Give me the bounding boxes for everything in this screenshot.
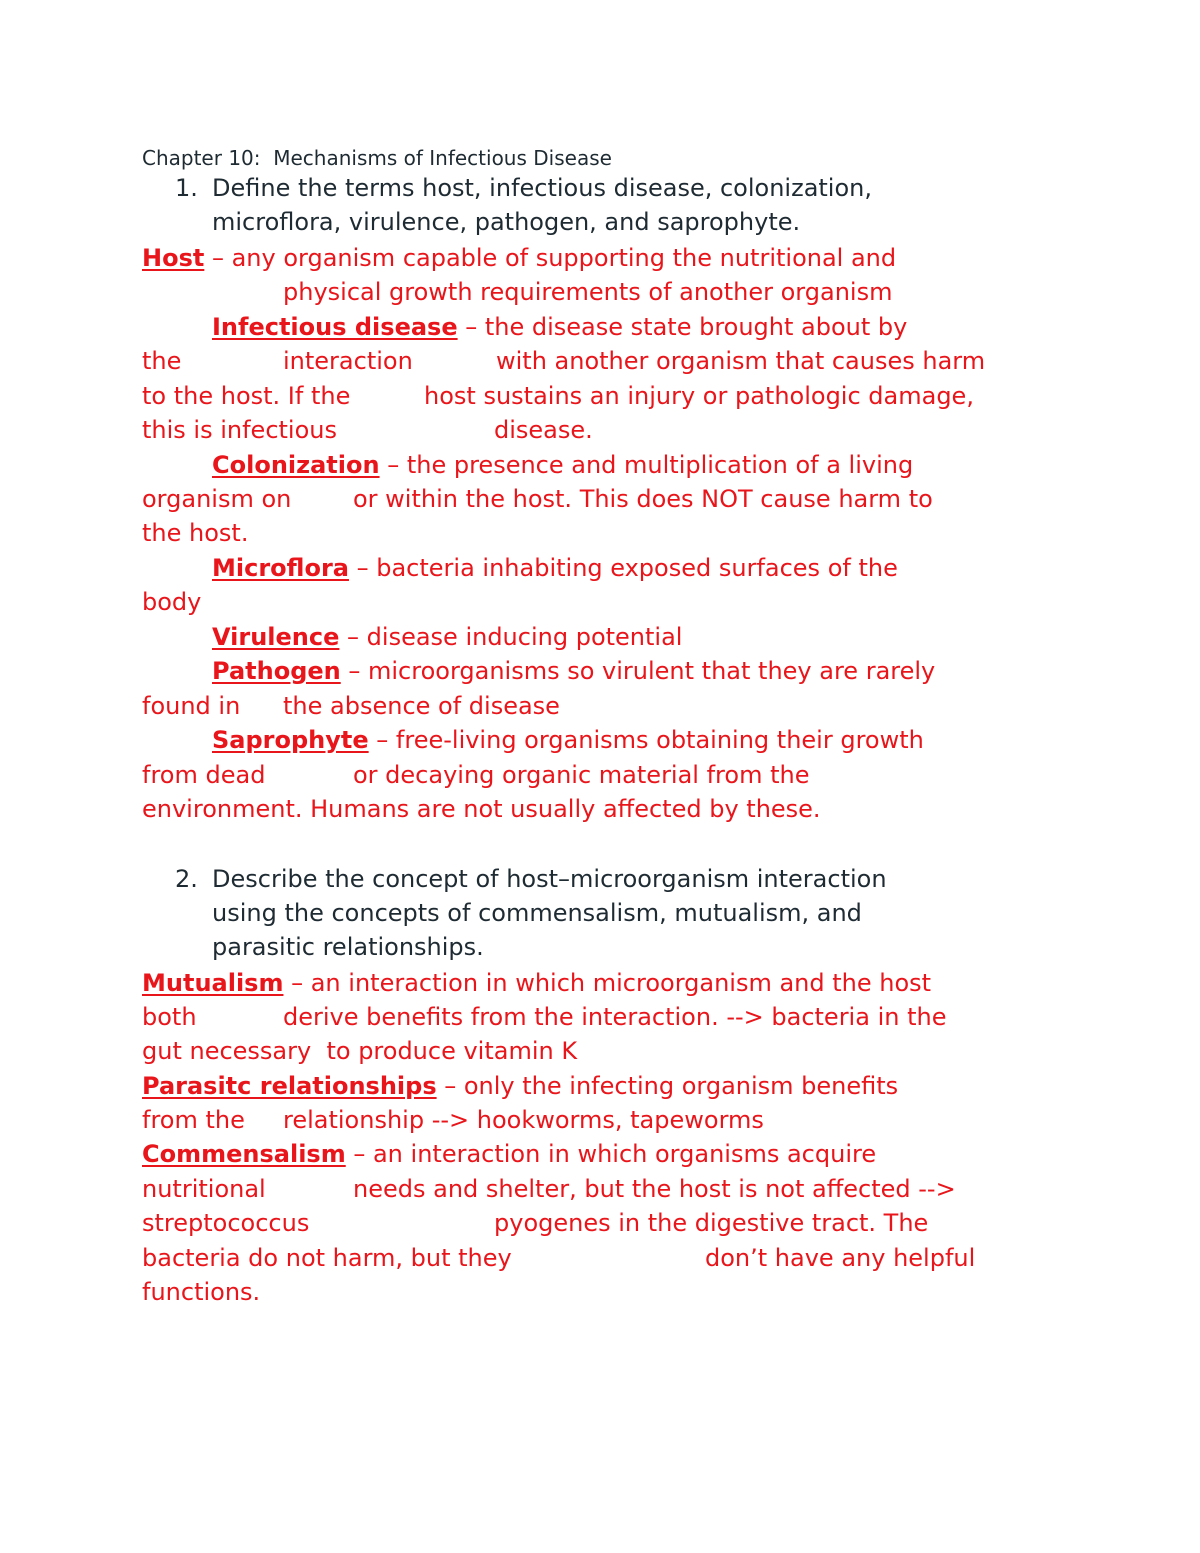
term-mutualism: Mutualism bbox=[142, 969, 284, 997]
definition-text: found in bbox=[142, 692, 241, 720]
definition-pathogen bbox=[212, 654, 935, 688]
question-2-line: parasitic relationships. bbox=[212, 933, 484, 961]
definition-text: or decaying organic material from the bbox=[353, 761, 810, 789]
definition-text: – only the infecting organism benefits bbox=[436, 1072, 899, 1100]
definition-text: derive benefits from the interaction. --> bacteria in the bbox=[283, 1003, 947, 1031]
definition-text: with another organism that causes harm bbox=[496, 347, 986, 375]
definition-text: from the bbox=[142, 1106, 245, 1134]
definition-text: host sustains an injury or pathologic damage, bbox=[424, 382, 974, 410]
definition-commensalism bbox=[142, 1137, 876, 1171]
definition-mutualism bbox=[142, 966, 931, 1000]
term-host: Host bbox=[142, 244, 205, 272]
question-2-number: 2. bbox=[175, 865, 198, 893]
definition-text: the bbox=[142, 347, 182, 375]
definition-text: needs and shelter, but the host is not affected --> bbox=[353, 1175, 956, 1203]
term-parasitic-relationships: Parasitc relationships bbox=[142, 1072, 437, 1100]
term-colonization: Colonization bbox=[212, 451, 380, 479]
term-virulence: Virulence bbox=[212, 623, 340, 651]
definition-text: this is infectious bbox=[142, 416, 337, 444]
definition-text: environment. Humans are not usually affected by these. bbox=[142, 795, 821, 823]
definition-text: gut necessary to produce vitamin K bbox=[142, 1037, 578, 1065]
definition-text: – bacteria inhabiting exposed surfaces of the bbox=[348, 554, 898, 582]
definition-text: – any organism capable of supporting the nutritional and bbox=[204, 244, 897, 272]
question-1-line: Define the terms host, infectious disease, colonization, bbox=[212, 174, 872, 202]
definition-text: to the host. If the bbox=[142, 382, 351, 410]
definition-text: – an interaction in which microorganism and the host bbox=[283, 969, 932, 997]
term-microflora: Microflora bbox=[212, 554, 349, 582]
definition-text: interaction bbox=[283, 347, 413, 375]
definition-text: disease. bbox=[494, 416, 593, 444]
definition-infectious-disease bbox=[212, 310, 907, 344]
definition-text: pyogenes in the digestive tract. The bbox=[494, 1209, 929, 1237]
definition-colonization bbox=[212, 448, 913, 482]
definition-text: – the disease state brought about by bbox=[457, 313, 908, 341]
definition-text: body bbox=[142, 588, 202, 616]
question-2-line: using the concepts of commensalism, mutualism, and bbox=[212, 899, 862, 927]
definition-text: physical growth requirements of another organism bbox=[283, 278, 893, 306]
definition-saprophyte bbox=[212, 723, 924, 757]
definition-text: bacteria do not harm, but they bbox=[142, 1244, 512, 1272]
definition-text: from dead bbox=[142, 761, 266, 789]
definition-host bbox=[142, 241, 896, 275]
term-saprophyte: Saprophyte bbox=[212, 726, 369, 754]
definition-parasitic bbox=[142, 1069, 898, 1103]
definition-text: functions. bbox=[142, 1278, 261, 1306]
term-pathogen: Pathogen bbox=[212, 657, 341, 685]
question-1-number: 1. bbox=[175, 174, 198, 202]
definition-microflora bbox=[212, 551, 898, 585]
page-title: Chapter 10: Mechanisms of Infectious Disease bbox=[142, 146, 612, 170]
definition-text: – microorganisms so virulent that they are rarely bbox=[340, 657, 936, 685]
question-1-line: microflora, virulence, pathogen, and saprophyte. bbox=[212, 208, 801, 236]
definition-text: organism on bbox=[142, 485, 292, 513]
question-2-line: Describe the concept of host–microorganism interaction bbox=[212, 865, 887, 893]
definition-text: – disease inducing potential bbox=[339, 623, 683, 651]
definition-text: – free-living organisms obtaining their growth bbox=[368, 726, 924, 754]
definition-text: streptococcus bbox=[142, 1209, 310, 1237]
definition-virulence bbox=[212, 620, 682, 654]
definition-text: relationship --> hookworms, tapeworms bbox=[283, 1106, 764, 1134]
definition-text: nutritional bbox=[142, 1175, 266, 1203]
definition-text: or within the host. This does NOT cause harm to bbox=[353, 485, 933, 513]
definition-text: both bbox=[142, 1003, 197, 1031]
term-infectious-disease: Infectious disease bbox=[212, 313, 458, 341]
term-commensalism: Commensalism bbox=[142, 1140, 346, 1168]
definition-text: the absence of disease bbox=[283, 692, 560, 720]
definition-text: the host. bbox=[142, 519, 249, 547]
definition-text: – the presence and multiplication of a living bbox=[379, 451, 914, 479]
definition-text: don’t have any helpful bbox=[705, 1244, 976, 1272]
definition-text: – an interaction in which organisms acquire bbox=[345, 1140, 877, 1168]
